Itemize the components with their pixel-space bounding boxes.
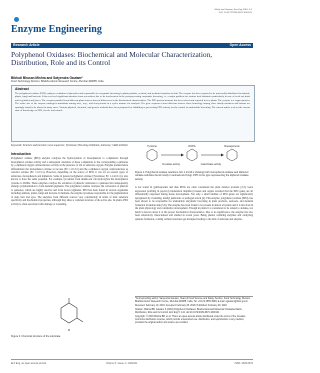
article-type: Research Article: [13, 43, 40, 47]
label-cresolase: Cresolase activity: [162, 164, 180, 166]
correspondence-block: [135, 296, 253, 325]
copyright: Copyright: © 2016 Mishra BB, et al. This is an open-access article distributed under the terms of the Creative Commons Attribution License, which permits unrestricted use, distribution, and reproduction in any medium, provided the original author and source are credited.: [135, 316, 246, 324]
affiliation: Food Technology Division, Bhabha Atomic Research Centre, Mumbai 400085, India: [11, 80, 104, 83]
footer-issn: ISSN: 2329-6674: [234, 361, 253, 365]
arrow-2-head: [221, 154, 224, 157]
label-tyrosine: Tyrosine: [147, 145, 157, 148]
footer-journal: Enz Eng, an open access journal: [11, 361, 46, 365]
tyrosine-ring: [147, 149, 157, 161]
figure-1-graphic: [135, 143, 253, 171]
label-r-group: R: [67, 328, 71, 332]
dates: Received: February 10, 2016; Accepted: February 25, 2016; Published: February 29, 2016: [135, 305, 227, 307]
citation-note: Citation: Mishra BB, Gautam S (2016) Polyphenol Oxidases: Biochemical and Molecular Characterization, Distribution, Role and its Control. Enz Eng 5: 141. doi:10.4172/2329-6674.1000141: [135, 309, 243, 314]
figure-1: [135, 143, 253, 183]
header-citation: Mahe and Gautam, Enz Eng 2016, 5:1: [214, 9, 252, 11]
keywords: Keywords: Structure and function; Gene sequences; Tyrosinase; Browning inhibition; Antisense; CRAS inhibitor: [11, 144, 129, 147]
journal-logo: [14, 17, 19, 22]
figure-2-graphic: [39, 296, 99, 334]
abstract-box: [11, 85, 255, 142]
label-dopa: DOPA: [188, 145, 196, 148]
header-doi: DOI: 10.4172/2329-6674.1000141: [218, 12, 252, 14]
corresponding-author: *Corresponding author: Satyendra Gautam, Head of Food Science and Safety Section, Food Technology Division, Bhabha Atomic Research Centre, Mumbai 400085, India, Tel: +91 22 2559 3909; E-mail: sgautam@barc.gov.in: [135, 298, 251, 303]
footer-volume: Volume 5 • Issue 1 • 1000141: [106, 361, 138, 365]
authors: Bibhuti Bhusan Mishra and Satyendra Gautam*: [11, 76, 83, 80]
figure-2: [11, 296, 128, 344]
intro-heading: Introduction: [11, 152, 31, 156]
left-column-text: Polyphenol oxidase (PPO) enzyme catalyses the hydroxylation of monophenols to o-diphenols through monophenol oxidase activity and a subsequent oxidation of these o-diphenols to the corresponding o-quinones by o-diphenol:oxygen oxidoreductase activity in the presence of O2 as substrate oxygen. Enzyme nomenclature differentiates the monophenol oxidase as laccase (EC 1.10.3.2) and the o-diphenol oxygen oxidoreductase as catechol oxidase (EC 1.10.3.1). However, depending on the source of PPO, it can act on several types of substrates, monophenols and diphenols. Some in general polyphenol oxidase (Tyrosinase; EC 1.14.18.1) is also known to have the same potential. For example, tyrosinase from mushroom can hydroxylate the monophenol tyrosine to DOPA. These enzymes catalyse the oxidation of phenolic substrates to quinones that subsequently undergo polymerisation to form melanin pigments. The polyphenol oxidase catalyses the conversion of phenols to quinones, which are highly reactive and form brown pigments. PPO has been found in various organisms including animals, plants, fungi and bacteria. In humans, the enzyme tyrosinase responsible for the pigmentation of skin, hair and eyes. The enzymes from different sources vary considerably in terms of their substrate specificity and biochemical properties, although they share a common structure of the active site. In plants, PPO activity is often associated with damage or wounding.: [11, 157, 128, 206]
dopaquinone-ring: [227, 149, 237, 161]
abstract-heading: Abstract: [15, 87, 29, 91]
arrow-1-head: [181, 154, 184, 157]
substrate-ring: [61, 303, 77, 323]
right-column-text: is not found in gymnosperms and thus PPOs are often considered the plant defence proteins [2,3]. Gene expression profiling in poplar (Liriodendron tulipifera) tissues and organs revealed that the PPO genes are all differentially expressed during tissue development. Not only a small number of PPO genes are significantly upregulated by wounding, methyl jasmonate or pathogen attack [4]. This enzyme, polyphenol oxidase (PPO), has been shown to be responsible for undesirable enzymatic browning in plant products, seafoods, and melanin formation in human skin [5,6]. The enzyme has been found to be present in almost all plants and it is involved in the plant physiology and constitutive development. Though in plants it is considered to be related to defense, not much is known about it at the proper biochemical characteristics. Due to its significance, the enzyme has also been extensively characterized and studied in recent years. Being phenol oxidizing enzymes and catalyzing quinone formation, coming cellular structures get disrupted leading to the mix of substrate and enzyme.: [135, 186, 253, 221]
figure-1-caption: Figure 1: Polyphenol oxidase reactions. EC 1.14.18.1 showing both monophenol oxidase and diphenol oxidase activities found mostly in animals and fungi. PPO is the type representing the diphenol oxidase activity.: [135, 171, 249, 181]
dopa-ring: [187, 149, 197, 161]
abstract-text: The polyphenol oxidase (PPO) catalyses oxidation of phenolics and responsible for enzymatic browning in plant products, seafood, and melanin formation in skin. The enzyme has been reported to be universally distributed in animals, plants, fungi and bacteria. It has received significant attention from researchers due to its involvement in the post-processing enzymatic browning, i.e. a major problem for various food industries particularly in case of fresh cut fruits and vegetables and juices. The enzymes purified from different plant sources showed differences in the biochemical characteristics. The PPO protein structure has been solved and reported in few plants. The enzyme is a copper protein. The active site of the enzyme undergoes transitions among met-, oxy-, and deoxy-forms in a cyclic manner for catalysis. The gene sequences from different sources show homology among close family members and introns are sparingly found to be absent in many cases. Various physical, chemical, and genetic methods have been proposed for inhibiting or preventing PPO activity for the control of undesirable browning. The current article reviews the current state of knowledge on PPO, its role and control.: [15, 92, 250, 113]
footer: [11, 359, 253, 366]
figure-2-caption: Figure 2: Chemical structure of the substrate.: [11, 335, 62, 338]
article-type-bar: [11, 43, 253, 48]
access-type: Open Access: [229, 43, 251, 47]
journal-title: Enzyme Engineering: [11, 24, 102, 35]
article-title: Polyphenol Oxidases: Biochemical and Molecular Characterization, Distribution, Role and its Control: [11, 50, 213, 68]
label-catecholase: Catecholase activity: [200, 164, 222, 166]
label-dopaquinone: Dopaquinone: [224, 145, 240, 148]
